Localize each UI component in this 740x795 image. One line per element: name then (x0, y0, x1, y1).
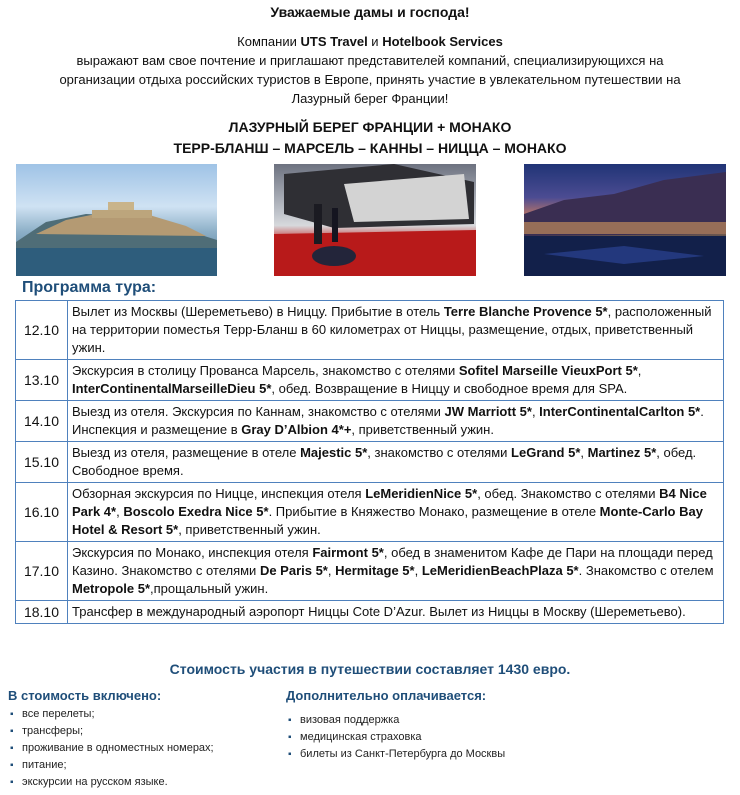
hotel-name: De Paris 5* (259, 563, 328, 578)
description-text: , (116, 504, 124, 519)
schedule-date: 15.10 (16, 442, 68, 483)
description-text: Экскурсия в столицу Прованса Марсель, знакомство с отелями (72, 363, 459, 378)
hotel-name: Fairmont 5* (312, 545, 384, 560)
description-text: . Инспекция и размещение в (72, 404, 704, 437)
intro-line-1 (0, 32, 740, 51)
hotel-name: Martinez 5* (587, 445, 657, 460)
description-text: Трансфер в международный аэропорт Ниццы Cote D’Azur. Вылет из Ниццы в Москву (Шереметьево). (72, 604, 686, 619)
hotel-name: InterContinentalCarlton 5* (539, 404, 701, 419)
description-text: Вылет из Москвы (Шереметьево) в Ниццу. Прибытие в отель (72, 304, 444, 319)
program-heading: Программа тура: (22, 279, 157, 296)
intro-line-4: Лазурный берег Франции! (291, 91, 449, 106)
hotel-name: LeGrand 5* (511, 445, 581, 460)
intro-text (0, 32, 740, 108)
included-item: ▪ все перелеты; (8, 706, 214, 723)
description-text: , приветственный ужин. (351, 422, 494, 437)
schedule-row (16, 301, 724, 360)
schedule-description (68, 301, 724, 360)
schedule-description (68, 442, 724, 483)
hotel-name: JW Marriott 5* (444, 404, 532, 419)
included-item: ▪ питание; (8, 757, 214, 774)
schedule-row (16, 401, 724, 442)
company-uts: UTS Travel (300, 34, 368, 49)
hotel-name: Terre Blanche Provence 5* (443, 304, 608, 319)
schedule-date: 16.10 (16, 483, 68, 542)
description-text: , (531, 404, 540, 419)
description-text: , (414, 563, 422, 578)
description-text: , (327, 563, 336, 578)
intro-line-2: выражают вам свое почтение и приглашают представителей компаний, специализирующихся на (76, 53, 664, 68)
schedule-row (16, 542, 724, 601)
description-text: , обед в знаменитом Кафе де Пари на площади перед Казино. Знакомство с отелями (72, 545, 713, 578)
schedule-date: 17.10 (16, 542, 68, 601)
hotel-name: B4 Nice Park 4* (72, 486, 707, 519)
hotel-name: Boscolo Exedra Nice 5* (123, 504, 269, 519)
schedule-date: 12.10 (16, 301, 68, 360)
chateau-dif-photo (16, 164, 217, 276)
description-text: , (580, 445, 588, 460)
description-text: , обед. Свободное время. (72, 445, 697, 478)
schedule-description (68, 360, 724, 401)
intro-and: и (367, 34, 383, 49)
hotel-name: Hermitage 5* (335, 563, 415, 578)
hotel-name: Gray D’Albion 4*+ (241, 422, 352, 437)
description-text: Выезд из отеля, размещение в отеле (72, 445, 301, 460)
schedule-date: 14.10 (16, 401, 68, 442)
description-text: , приветственный ужин. (178, 522, 321, 537)
hotel-name: Majestic 5* (300, 445, 368, 460)
included-heading: В стоимость включено: (8, 688, 162, 703)
company-hotelbook: Hotelbook Services (382, 34, 503, 49)
hotel-name: InterContinentalMarseilleDieu 5* (72, 381, 272, 396)
schedule-row (16, 601, 724, 624)
price-statement: Стоимость участия в путешествии составляет 1430 евро. (169, 661, 571, 677)
tour-title-line-1: ЛАЗУРНЫЙ БЕРЕГ ФРАНЦИИ + МОНАКО (228, 119, 512, 135)
schedule-description (68, 542, 724, 601)
description-text: Обзорная экскурсия по Ницце, инспекция отеля (72, 486, 366, 501)
description-text: , расположенный на территории поместья Терр-Бланш в 60 километрах от Ниццы, размещение, отдых, приветственный ужин. (72, 304, 712, 355)
hotel-name: LeMeridienNice 5* (365, 486, 478, 501)
schedule-date: 13.10 (16, 360, 68, 401)
hotel-name: Metropole 5* (72, 581, 151, 596)
included-item: ▪ проживание в одноместных номерах; (8, 740, 214, 757)
extra-item: ▪ медицинская страховка (286, 729, 505, 746)
description-text: , знакомство с отелями (367, 445, 512, 460)
included-list (8, 706, 214, 791)
schedule-description (68, 601, 724, 624)
cannes-festival-photo (274, 164, 476, 276)
schedule-date: 18.10 (16, 601, 68, 624)
hotel-name: LeMeridienBeachPlaza 5* (421, 563, 579, 578)
schedule-table (15, 300, 724, 624)
schedule-description (68, 483, 724, 542)
schedule-row (16, 483, 724, 542)
included-item: ▪ экскурсии на русском языке. (8, 774, 214, 791)
tour-title (0, 117, 740, 159)
tour-title-line-2: ТЕРР-БЛАНШ – МАРСЕЛЬ – КАННЫ – НИЦЦА – МОНАКО (173, 140, 567, 156)
greeting: Уважаемые дамы и господа! (270, 4, 470, 20)
schedule-row (16, 360, 724, 401)
description-text: . Прибытие в Княжество Монако, размещение в отеле (268, 504, 600, 519)
description-text: , обед. Возвращение в Ниццу и свободное время для SPA. (271, 381, 628, 396)
description-text: , (637, 363, 642, 378)
description-text: , обед. Знакомство с отелями (477, 486, 660, 501)
extra-heading: Дополнительно оплачивается: (286, 688, 487, 703)
description-text: Выезд из отеля. Экскурсия по Каннам, знакомство с отелями (72, 404, 445, 419)
intro-line-3: организации отдыха российских туристов в Европе, принять участие в увлекательном путешествии на (59, 72, 681, 87)
extra-list (286, 712, 505, 763)
included-item: ▪ трансферы; (8, 723, 214, 740)
extra-item: ▪ билеты из Санкт-Петербурга до Москвы (286, 746, 505, 763)
hotel-name: Monte-Carlo Bay Hotel & Resort 5* (72, 504, 703, 537)
monaco-night-photo (524, 164, 726, 276)
description-text: . Знакомство с отелем (578, 563, 714, 578)
description-text: ,прощальный ужин. (150, 581, 269, 596)
hotel-name: Sofitel Marseille VieuxPort 5* (458, 363, 638, 378)
schedule-row (16, 442, 724, 483)
schedule-description (68, 401, 724, 442)
extra-item: ▪ визовая поддержка (286, 712, 505, 729)
intro-prefix: Компании (237, 34, 301, 49)
description-text: Экскурсия по Монако, инспекция отеля (72, 545, 313, 560)
